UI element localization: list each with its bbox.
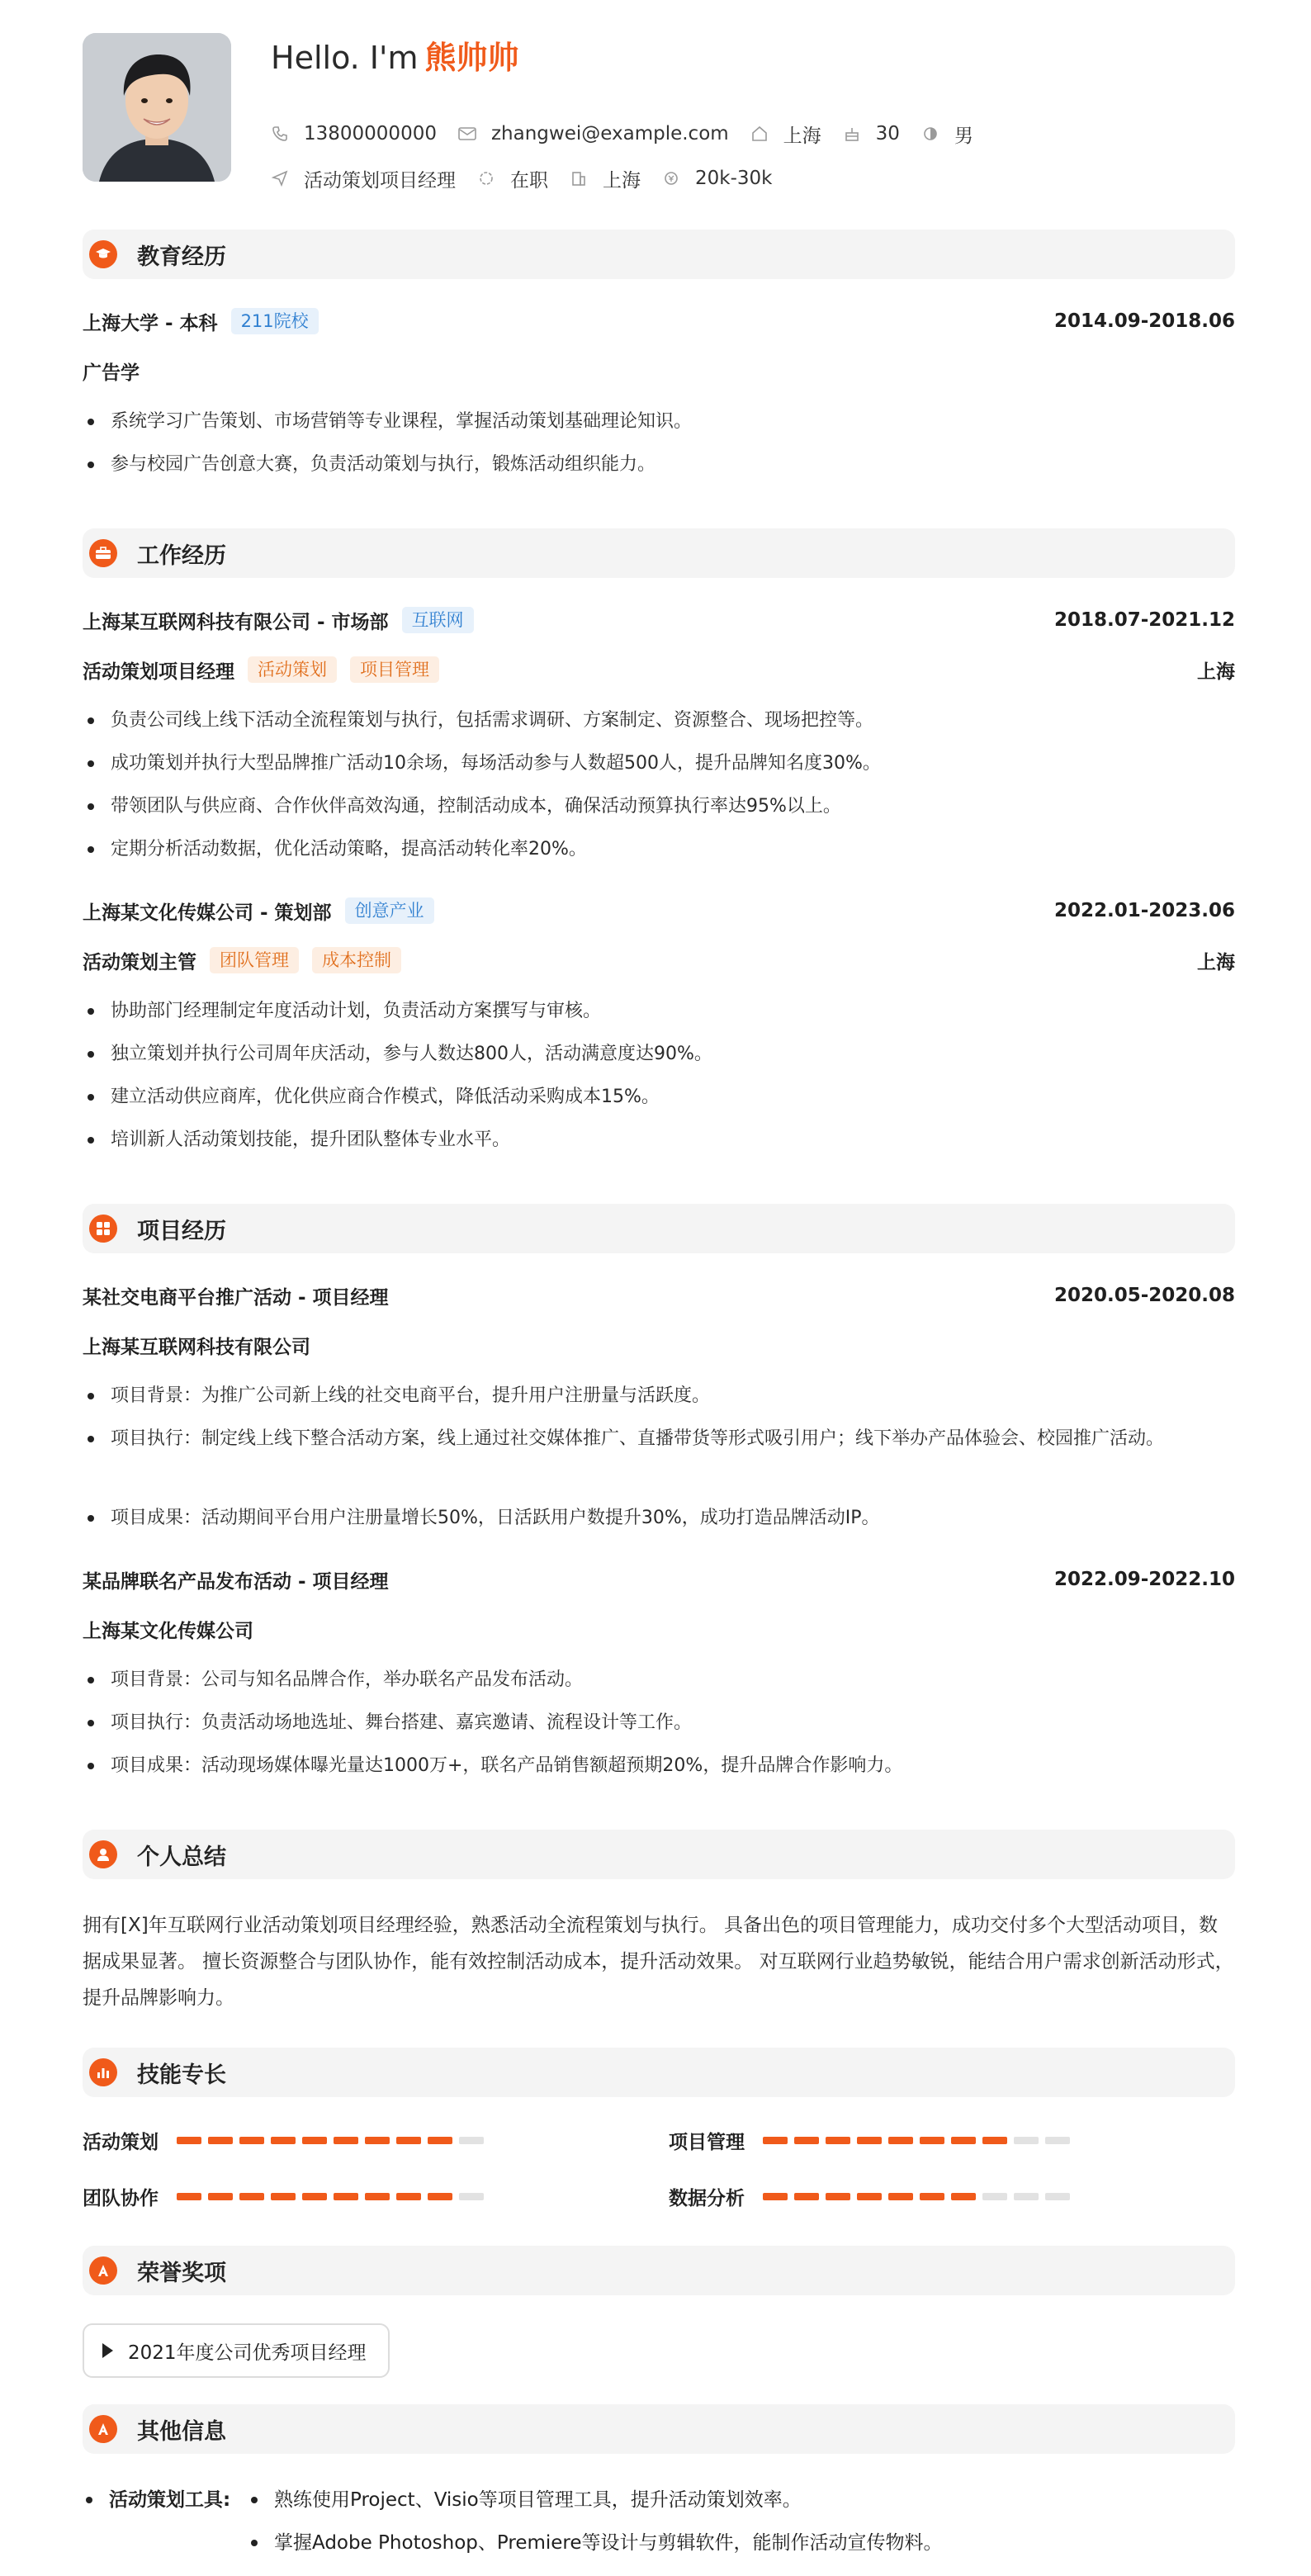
graduation-cap-icon	[89, 240, 117, 268]
skill-level-segment	[177, 2137, 201, 2144]
list-item: 定期分析活动数据，优化活动策略，提高活动转化率20%。	[83, 832, 1235, 867]
project-row	[83, 1281, 1235, 1309]
skill-level-bar	[177, 2193, 490, 2200]
education-period: 2014.09-2018.06	[1053, 310, 1235, 332]
skill-level-segment	[271, 2137, 296, 2144]
skill-name: 活动策划	[83, 2131, 159, 2153]
skill-level-segment	[334, 2193, 358, 2200]
skill-level-bar	[763, 2137, 1077, 2144]
project-company: 上海某文化传媒公司	[83, 1620, 253, 1642]
building-icon	[570, 169, 588, 187]
work-period: 2022.01-2023.06	[1053, 900, 1235, 921]
skill-level-segment	[271, 2193, 296, 2200]
major-name: 广告学	[83, 362, 140, 384]
role-tag: 项目管理	[350, 656, 439, 683]
skill-level-segment	[982, 2193, 1007, 2200]
section-skills-header	[83, 2048, 1235, 2097]
skill-level-segment	[763, 2137, 788, 2144]
list-item: 带领团队与供应商、合作伙伴高效沟通，控制活动成本，确保活动预算执行率达95%以上。	[83, 789, 1235, 824]
resume-header	[83, 33, 1235, 190]
email-info	[458, 123, 729, 144]
project-company-row	[83, 1615, 1235, 1643]
list-item: 项目执行：制定线上线下整合活动方案，线上通过社交媒体推广、直播带货等形式吸引用户；线下举办产品体验会、校园推广活动。	[83, 1422, 1235, 1456]
user-icon	[89, 1840, 117, 1868]
briefcase-icon	[89, 539, 117, 567]
skill-level-segment	[794, 2193, 819, 2200]
project-company: 上海某互联网科技有限公司	[83, 1336, 310, 1358]
summary-text: 拥有[X]年互联网行业活动策划项目经理经验，熟悉活动全流程策划与执行。 具备出色的项目管理能力，成功交付多个大型活动项目，数据成果显著。 擅长资源整合与团队协作，能有效控制活动成本，提升活动效果。 对互联网行业趋势敏锐，能结合用户需求创新活动形式，提升品牌影响力。	[83, 1915, 1234, 2009]
list-item	[248, 2479, 802, 2522]
role-name: 活动策划主管	[83, 951, 196, 973]
skill-level-segment	[1014, 2137, 1039, 2144]
section-title: 技能专长	[137, 2062, 226, 2088]
phone-info	[271, 123, 437, 144]
skill-level-segment	[794, 2137, 819, 2144]
role-tag: 成本控制	[312, 947, 401, 973]
major-row	[83, 357, 1235, 385]
other-item-text: 熟练使用Project、Visio等项目管理工具，提升活动策划效率。	[274, 2489, 802, 2511]
section-education-header	[83, 230, 1235, 279]
section-title: 工作经历	[137, 542, 226, 569]
position-text: 活动策划项目经理	[304, 169, 456, 192]
section-title: 其他信息	[137, 2418, 226, 2445]
money-icon	[662, 169, 680, 187]
list-item: 独立策划并执行公司周年庆活动，参与人数达800人，活动满意度达90%。	[83, 1037, 1235, 1072]
skill-level-segment	[428, 2193, 452, 2200]
email-text: zhangwei@example.com	[490, 123, 729, 144]
school-name: 上海大学 - 本科	[83, 312, 218, 334]
work-role-row	[83, 946, 1235, 974]
skill-level-segment	[982, 2137, 1007, 2144]
list-item: 系统学习广告策划、市场营销等专业课程，掌握活动策划基础理论知识。	[83, 405, 1235, 439]
skill-item	[669, 2125, 1077, 2155]
list-item: 项目成果：活动现场媒体曝光量达1000万+，联名产品销售额超预期20%，提升品牌合作影响力。	[83, 1749, 1235, 1783]
page-title	[271, 33, 519, 83]
age-info	[843, 123, 900, 144]
info-icon	[89, 2415, 117, 2443]
job-info-row	[271, 162, 793, 195]
industry-tag: 创意产业	[345, 897, 434, 924]
skill-level-segment	[826, 2137, 850, 2144]
greeting-text: Hello. I'm	[271, 40, 419, 76]
skill-level-segment	[365, 2137, 390, 2144]
skill-level-segment	[857, 2137, 882, 2144]
section-title: 荣誉奖项	[137, 2260, 226, 2286]
role-tag: 活动策划	[248, 656, 337, 683]
skill-level-segment	[951, 2193, 976, 2200]
skill-level-bar	[763, 2193, 1077, 2200]
work-role-row	[83, 656, 1235, 684]
salary-info	[662, 168, 772, 189]
age-text: 30	[875, 123, 900, 144]
other-label-row	[83, 2479, 230, 2522]
skill-level-segment	[365, 2193, 390, 2200]
work-company-row	[83, 606, 1235, 634]
skill-name: 团队协作	[83, 2187, 159, 2209]
role-name: 活动策划项目经理	[83, 661, 234, 683]
bar-chart-icon	[89, 2058, 117, 2086]
list-item: 项目执行：负责活动场地选址、舞台搭建、嘉宾邀请、流程设计等工作。	[83, 1706, 1235, 1740]
skill-level-segment	[1014, 2193, 1039, 2200]
other-item-text: 掌握Adobe Photoshop、Premiere等设计与剪辑软件，能制作活动宣传物料。	[274, 2532, 943, 2554]
skill-level-segment	[302, 2193, 327, 2200]
section-other-header	[83, 2404, 1235, 2454]
list-item: 协助部门经理制定年度活动计划，负责活动方案撰写与审核。	[83, 994, 1235, 1029]
skill-name: 数据分析	[669, 2187, 745, 2209]
industry-tag: 互联网	[402, 607, 474, 633]
skill-level-segment	[1045, 2137, 1070, 2144]
skill-level-segment	[208, 2193, 233, 2200]
other-label: 活动策划工具:	[109, 2489, 231, 2511]
send-icon	[271, 169, 289, 187]
education-row	[83, 307, 1235, 335]
skill-level-segment	[177, 2193, 201, 2200]
skill-level-segment	[239, 2137, 264, 2144]
contact-info-row	[271, 117, 995, 150]
work-company-row	[83, 897, 1235, 925]
skill-level-segment	[763, 2193, 788, 2200]
avatar-portrait-icon	[83, 33, 231, 182]
grid-icon	[89, 1215, 117, 1243]
company-name: 上海某文化传媒公司 - 策划部	[83, 902, 332, 924]
list-item: 建立活动供应商库，优化供应商合作模式，降低活动采购成本15%。	[83, 1080, 1235, 1115]
phone-text: 13800000000	[304, 123, 437, 144]
skill-level-segment	[302, 2137, 327, 2144]
skill-level-segment	[951, 2137, 976, 2144]
skill-item	[83, 2125, 490, 2155]
skill-name: 项目管理	[669, 2131, 745, 2153]
bullet-dot	[251, 2540, 258, 2546]
skill-item	[669, 2181, 1077, 2211]
city-info	[570, 165, 641, 192]
position-info	[271, 165, 456, 192]
list-item: 负责公司线上线下活动全流程策划与执行，包括需求调研、方案制定、资源整合、现场把控等。	[83, 703, 1235, 738]
skill-level-segment	[920, 2137, 944, 2144]
status-info	[477, 165, 548, 192]
phone-icon	[271, 125, 289, 143]
skill-level-segment	[459, 2137, 484, 2144]
bullet-dot	[251, 2497, 258, 2503]
list-item: 项目背景：公司与知名品牌合作，举办联名产品发布活动。	[83, 1663, 1235, 1698]
work-location: 上海	[1197, 661, 1235, 683]
skill-level-segment	[396, 2137, 421, 2144]
award-item[interactable]	[83, 2323, 390, 2378]
list-item: 项目成果：活动期间平台用户注册量增长50%，日活跃用户数提升30%，成功打造品牌活动IP。	[83, 1501, 1235, 1536]
candidate-name: 熊帅帅	[424, 40, 519, 76]
status-icon	[477, 169, 495, 187]
skill-level-segment	[208, 2137, 233, 2144]
section-awards-header	[83, 2246, 1235, 2295]
section-work-header	[83, 528, 1235, 578]
award-icon	[89, 2256, 117, 2285]
home-icon	[750, 125, 769, 143]
section-title: 教育经历	[137, 244, 226, 270]
skill-level-segment	[920, 2193, 944, 2200]
section-projects-header	[83, 1204, 1235, 1253]
award-name: 2021年度公司优秀项目经理	[128, 2342, 367, 2364]
list-item: 项目背景：为推广公司新上线的社交电商平台，提升用户注册量与活跃度。	[83, 1379, 1235, 1413]
list-item	[248, 2522, 943, 2564]
gender-icon	[921, 125, 939, 143]
skill-level-segment	[396, 2193, 421, 2200]
project-period: 2020.05-2020.08	[1053, 1285, 1235, 1306]
work-location: 上海	[1197, 951, 1235, 973]
list-item: 成功策划并执行大型品牌推广活动10余场，每场活动参与人数超500人，提升品牌知名度30%。	[83, 746, 1235, 781]
mail-icon	[458, 125, 476, 143]
skill-level-segment	[239, 2193, 264, 2200]
avatar	[83, 33, 231, 182]
section-title: 个人总结	[137, 1844, 226, 1870]
section-summary-header	[83, 1830, 1235, 1879]
skill-level-segment	[888, 2137, 913, 2144]
project-name: 某品牌联名产品发布活动 - 项目经理	[83, 1570, 389, 1593]
skill-level-segment	[459, 2193, 484, 2200]
list-item: 参与校园广告创意大赛，负责活动策划与执行，锻炼活动组织能力。	[83, 447, 1235, 482]
skill-level-segment	[428, 2137, 452, 2144]
skill-level-segment	[888, 2193, 913, 2200]
company-name: 上海某互联网科技有限公司 - 市场部	[83, 611, 389, 633]
city-text: 上海	[603, 169, 641, 192]
status-text: 在职	[510, 169, 548, 192]
gender-info	[921, 121, 973, 148]
list-item: 培训新人活动策划技能，提升团队整体专业水平。	[83, 1123, 1235, 1158]
section-title: 项目经历	[137, 1218, 226, 1244]
bullet-dot	[86, 2497, 92, 2503]
project-name: 某社交电商平台推广活动 - 项目经理	[83, 1286, 389, 1309]
salary-text: 20k-30k	[695, 168, 773, 189]
project-row	[83, 1565, 1235, 1593]
skill-level-segment	[857, 2193, 882, 2200]
school-tag: 211院校	[231, 308, 319, 334]
hometown-text: 上海	[783, 125, 821, 147]
project-period: 2022.09-2022.10	[1053, 1569, 1235, 1590]
hometown-info	[750, 121, 821, 148]
role-tag: 团队管理	[210, 947, 299, 973]
project-company-row	[83, 1331, 1235, 1359]
gender-text: 男	[954, 125, 973, 147]
skill-level-segment	[1045, 2193, 1070, 2200]
skill-item	[83, 2181, 490, 2211]
cake-icon	[843, 125, 861, 143]
skill-level-segment	[334, 2137, 358, 2144]
work-period: 2018.07-2021.12	[1053, 609, 1235, 631]
skill-level-bar	[177, 2137, 490, 2144]
play-triangle-icon	[102, 2343, 113, 2358]
skill-level-segment	[826, 2193, 850, 2200]
